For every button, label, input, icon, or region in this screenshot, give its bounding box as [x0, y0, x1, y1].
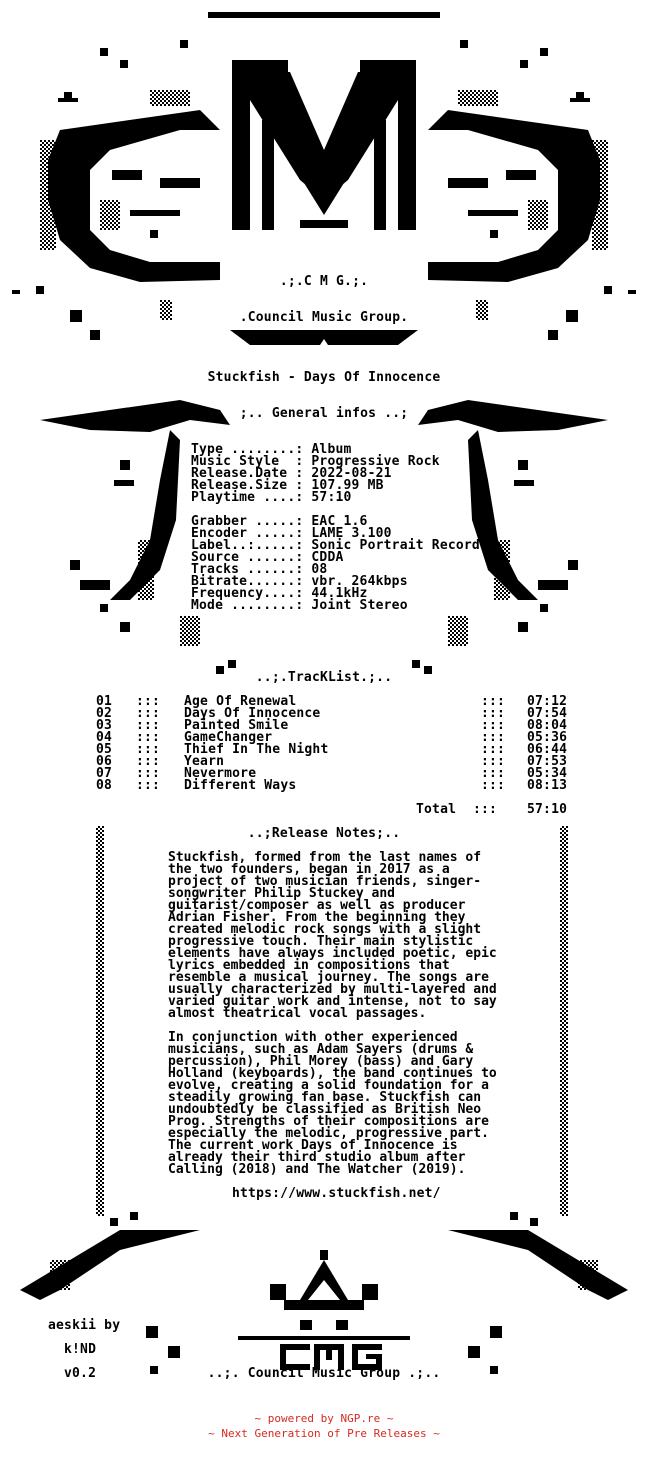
track-sep: ::: — [481, 694, 506, 709]
track-sep: ::: — [481, 766, 506, 781]
track-time: 05:34 — [527, 766, 568, 781]
track-time: 07:12 — [527, 694, 568, 709]
band-url[interactable]: https://www.stuckfish.net/ — [232, 1186, 441, 1201]
track-number: 03 — [96, 718, 113, 733]
release-notes-heading: ..;Release Notes;.. — [247, 826, 401, 841]
track-sep: ::: — [136, 718, 161, 733]
track-title: Age Of Renewal — [184, 694, 297, 709]
info-grabber: Grabber .....: EAC 1.6 — [191, 514, 368, 529]
track-sep: ::: — [136, 766, 161, 781]
credits-line-1: aeskii by — [48, 1318, 121, 1333]
bottom-ornament — [20, 1212, 628, 1374]
track-sep: ::: — [136, 694, 161, 709]
info-source: Source ......: CDDA — [191, 550, 344, 565]
track-sep: ::: — [481, 778, 506, 793]
info-style: Music Style : Progressive Rock — [191, 454, 440, 469]
track-title: Different Ways — [184, 778, 297, 793]
track-sep: ::: — [481, 754, 506, 769]
track-number: 04 — [96, 730, 113, 745]
track-title: Thief In The Night — [184, 742, 329, 757]
track-time: 05:36 — [527, 730, 568, 745]
track-sep: ::: — [136, 778, 161, 793]
track-time: 07:54 — [527, 706, 568, 721]
credits-line-2: k!ND — [64, 1342, 97, 1357]
credits-line-3: v0.2 — [64, 1366, 97, 1381]
track-time: 06:44 — [527, 742, 568, 757]
track-time: 08:13 — [527, 778, 568, 793]
track-time: 07:53 — [527, 754, 568, 769]
track-sep: ::: — [136, 730, 161, 745]
info-frequency: Frequency....: 44.1kHz — [191, 586, 368, 601]
track-sep: ::: — [481, 742, 506, 757]
info-label: Label..:.....: Sonic Portrait Record — [191, 538, 480, 553]
info-tracks: Tracks ......: 08 — [191, 562, 328, 577]
track-number: 07 — [96, 766, 113, 781]
track-number: 08 — [96, 778, 113, 793]
release-notes-paragraph-1: Stuckfish, formed from the last names of the two founders, began in 2017 as a project of two musician friends, singer- songwriter Philip Stuckey and guitarist/composer as well as producer Adrian Fisher. From the beginning they created melodic rock songs with a slight progressive touch. Their main stylistic elements have always included poetic, epic lyrics embedded in compositions that resemble a musical journey. The songs are usually characterized by multi-layered and varied guitar work and intense, not to say almost theatrical vocal passages. — [168, 850, 497, 1021]
info-encoder: Encoder .....: LAME 3.100 — [191, 526, 392, 541]
top-logo-art — [12, 12, 636, 294]
track-sep: ::: — [481, 718, 506, 733]
total-sep: ::: — [473, 802, 498, 817]
small-logo-text: .;.C M G.;. — [279, 274, 369, 289]
track-number: 05 — [96, 742, 113, 757]
powered-by-tagline: ~ Next Generation of Pre Releases ~ — [208, 1427, 440, 1440]
info-size: Release.Size : 107.99 MB — [191, 478, 384, 493]
track-title: Days Of Innocence — [184, 706, 321, 721]
track-number: 06 — [96, 754, 113, 769]
track-sep: ::: — [136, 742, 161, 757]
track-title: Nevermore — [184, 766, 257, 781]
track-sep: ::: — [481, 730, 506, 745]
info-date: Release.Date : 2022-08-21 — [191, 466, 392, 481]
info-mode: Mode ........: Joint Stereo — [191, 598, 408, 613]
track-title: Painted Smile — [184, 718, 289, 733]
track-sep: ::: — [136, 754, 161, 769]
info-playtime: Playtime ....: 57:10 — [191, 490, 352, 505]
group-name: .Council Music Group. — [239, 310, 409, 325]
track-time: 08:04 — [527, 718, 568, 733]
release-title: Stuckfish - Days Of Innocence — [207, 370, 441, 385]
total-time: 57:10 — [527, 802, 568, 817]
total-label: Total — [416, 802, 457, 817]
general-infos-heading: ;.. General infos ..; — [239, 406, 409, 421]
track-number: 01 — [96, 694, 113, 709]
info-type: Type ........: Album — [191, 442, 352, 457]
powered-by-line[interactable]: ~ powered by NGP.re ~ — [254, 1412, 394, 1425]
footer-group-name: ..;. Council Music Group .;.. — [207, 1366, 441, 1381]
track-title: Yearn — [184, 754, 225, 769]
track-title: GameChanger — [184, 730, 273, 745]
track-number: 02 — [96, 706, 113, 721]
release-notes-paragraph-2: In conjunction with other experienced musicians, such as Adam Sayers (drums & percussion), Phil Morey (bass) and Gary Holland (keyboards), the band continues to evolve, creating a solid foundation for a steadily growing fan base. Stuckfish can undoubtedly be classified as British Neo Prog. Strengths of their compositions are especially the melodic, progressive part. The current work Days of Innocence is already their third studio album after Calling (2018) and The Watcher (2019). — [168, 1030, 497, 1177]
track-sep: ::: — [481, 706, 506, 721]
info-bitrate: Bitrate......: vbr. 264kbps — [191, 574, 408, 589]
tracklist-heading: ..;.TracKList.;.. — [255, 670, 393, 685]
track-sep: ::: — [136, 706, 161, 721]
